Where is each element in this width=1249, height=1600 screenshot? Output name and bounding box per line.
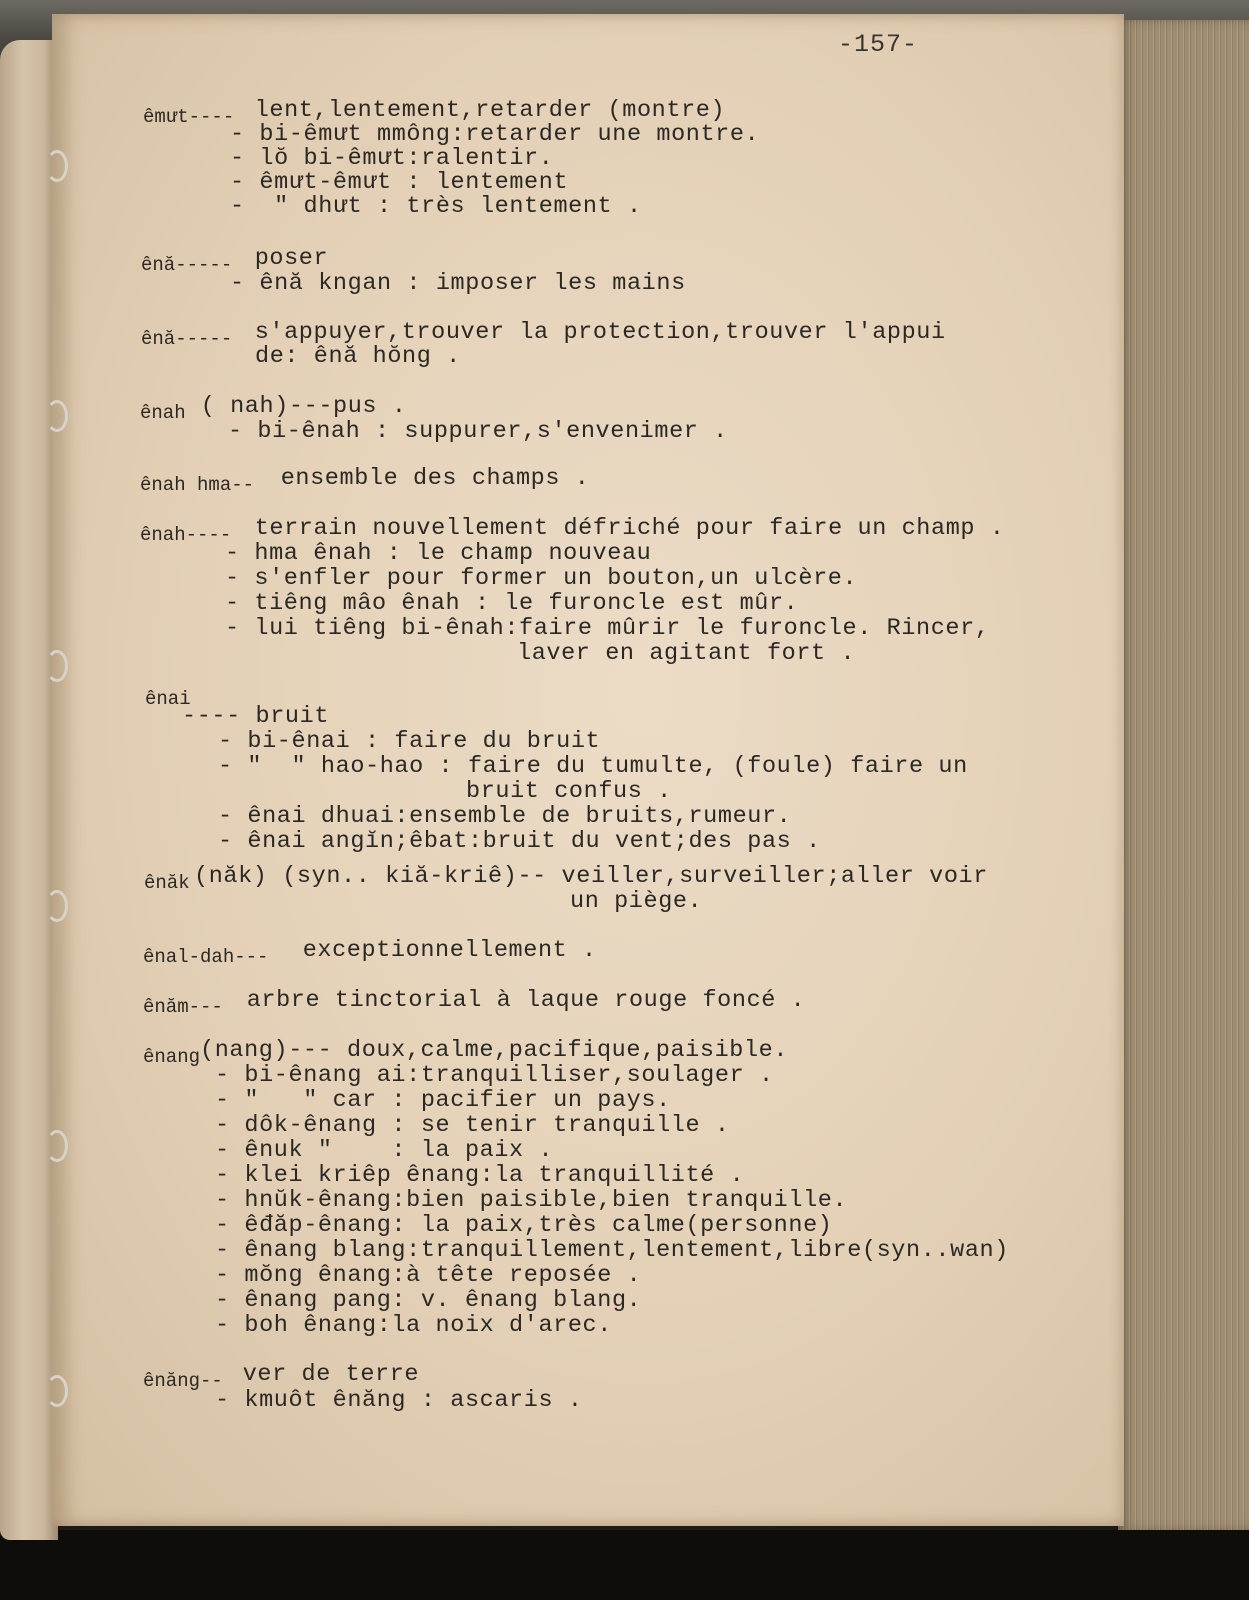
entry-line: laver en agitant fort .: [517, 640, 856, 667]
entry-line: - klei kriêp ênang:la tranquillité .: [215, 1162, 745, 1189]
entry-line: bruit confus .: [466, 778, 672, 805]
left-page-edge: [0, 40, 58, 1540]
entry-headword: ênang: [143, 1046, 201, 1068]
entry-line: - ênai angĭn;êbat:bruit du vent;des pas .: [218, 828, 821, 855]
binding-thread: [46, 1130, 68, 1162]
page-number: -157-: [838, 30, 919, 59]
entry-line: - lŏ bi-êmưt:ralentir.: [230, 145, 554, 172]
entry-headword: ênah----: [140, 524, 232, 546]
entry-line: poser: [240, 245, 329, 272]
binding-thread: [46, 890, 68, 922]
entry-headword: ênă-----: [141, 254, 233, 276]
entry-line: ( nah)---pus .: [186, 393, 407, 420]
entry-line: - tiêng mâo ênah : le furoncle est mûr.: [225, 590, 799, 617]
binding-thread: [46, 400, 68, 432]
entry-line: - " " car : pacifier un pays.: [215, 1087, 671, 1114]
entry-line: - ênuk " : la paix .: [215, 1137, 554, 1164]
entry-line: - boh ênang:la noix d'arec.: [215, 1312, 612, 1339]
entry-line: (năk) (syn.. kiă-kriê)-- veiller,surveiller;aller voir: [194, 863, 988, 890]
entry-line: - mŏng ênang:à tête reposée .: [215, 1262, 642, 1289]
entry-headword: ênah: [140, 402, 186, 424]
book-page-edges: [1118, 20, 1249, 1530]
entry-line: - dôk-ênang : se tenir tranquille .: [215, 1112, 730, 1139]
entry-headword: ênă-----: [141, 328, 233, 350]
binding-thread: [46, 1375, 68, 1407]
entry-line: ver de terre: [228, 1361, 420, 1388]
table-surface: [0, 1530, 1249, 1600]
entry-line: - hnŭk-ênang:bien paisible,bien tranquille.: [215, 1187, 848, 1214]
entry-line: ---- bruit: [182, 703, 330, 730]
entry-line: (nang)--- doux,calme,pacifique,paisible.: [200, 1037, 789, 1064]
entry-line: de: ênă hŏng .: [255, 343, 461, 370]
entry-line: ensemble des champs .: [266, 465, 590, 492]
entry-line: terrain nouvellement défriché pour faire un champ .: [240, 515, 1005, 542]
entry-line: - " dhưt : très lentement .: [230, 193, 642, 220]
entry-headword: ênal-dah---: [143, 946, 269, 968]
binding-thread: [46, 650, 68, 682]
entry-line: - s'enfler pour former un bouton,un ulcère.: [225, 565, 858, 592]
entry-line: s'appuyer,trouver la protection,trouver l'appui: [240, 319, 946, 346]
entry-line: - êmưt-êmưt : lentement: [230, 169, 569, 196]
entry-line: - ênai dhuai:ensemble de bruits,rumeur.: [218, 803, 792, 830]
entry-line: - lui tiêng bi-ênah:faire mûrir le furoncle. Rincer,: [225, 615, 990, 642]
entry-headword: ênăk: [144, 872, 190, 894]
entry-headword: êmưt----: [143, 106, 235, 128]
entry-headword: ênăng--: [143, 1370, 223, 1392]
entry-line: - bi-ênang ai:tranquilliser,soulager .: [215, 1062, 774, 1089]
entry-line: - " " hao-hao : faire du tumulte, (foule) faire un: [218, 753, 968, 780]
entry-line: - ênang pang: v. ênang blang.: [215, 1287, 642, 1314]
entry-line: - bi-ênai : faire du bruit: [218, 728, 601, 755]
binding-thread: [46, 150, 68, 182]
entry-line: exceptionnellement .: [288, 937, 597, 964]
entry-headword: ênah hma--: [140, 474, 255, 496]
entry-line: - ênang blang:tranquillement,lentement,libre(syn..wan): [215, 1237, 1009, 1264]
entry-headword: ênăm---: [143, 996, 223, 1018]
entry-line: - bi-êmưt mmông:retarder une montre.: [230, 121, 760, 148]
entry-line: un piège.: [570, 888, 703, 915]
entry-line: arbre tinctorial à laque rouge foncé .: [232, 987, 806, 1014]
entry-headword: ênai: [145, 688, 191, 710]
entry-line: - êđăp-ênang: la paix,très calme(personne): [215, 1212, 833, 1239]
entry-line: - bi-ênah : suppurer,s'envenimer .: [228, 418, 728, 445]
entry-line: - kmuôt ênăng : ascaris .: [215, 1387, 583, 1414]
entry-line: - ênă kngan : imposer les mains: [230, 270, 686, 297]
entry-line: lent,lentement,retarder (montre): [240, 97, 726, 124]
entry-line: - hma ênah : le champ nouveau: [225, 540, 652, 567]
